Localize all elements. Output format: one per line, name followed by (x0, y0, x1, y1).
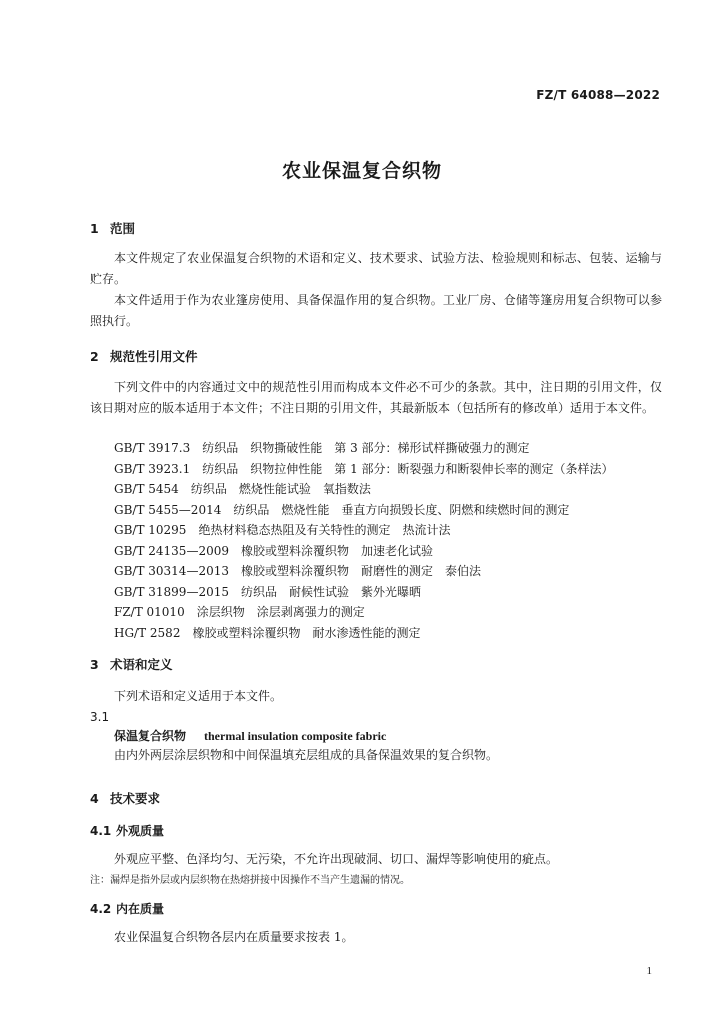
term-chinese: 保温复合织物 (114, 729, 187, 743)
reference-title: 纺织品 耐候性试验 紫外光曝晒 (241, 584, 422, 599)
internal-quality-requirement: 农业保温复合织物各层内在质量要求按表 1。 (114, 930, 354, 944)
section-title: 规范性引用文件 (110, 349, 198, 364)
reference-title: 橡胶或塑料涂覆织物 加速老化试验 (241, 543, 434, 558)
term-number: 3.1 (90, 710, 110, 724)
reference-item (114, 479, 614, 500)
reference-title: 纺织品 燃烧性能 垂直方向损毁长度、阴燃和续燃时间的测定 (233, 502, 570, 517)
reference-item (114, 623, 614, 644)
reference-item (114, 602, 614, 623)
reference-code: GB/T 30314—2013 (114, 564, 229, 578)
section-number: 2 (90, 349, 99, 364)
reference-item (114, 520, 614, 541)
page-number: 1 (646, 965, 652, 977)
reference-code: GB/T 3923.1 (114, 461, 191, 476)
reference-item (114, 582, 614, 603)
section-number: 1 (90, 221, 99, 236)
reference-title: 绝热材料稳态热阻及有关特性的测定 热流计法 (198, 523, 451, 537)
reference-title: 纺织品 织物撕破性能 第 3 部分：梯形试样撕破强力的测定 (202, 441, 530, 455)
subsection-number: 4.2 (90, 902, 112, 916)
reference-item (114, 500, 614, 521)
reference-code: FZ/T 01010 (114, 605, 185, 619)
reference-title: 纺织品 燃烧性能试验 氧指数法 (190, 482, 371, 496)
reference-title: 橡胶或塑料涂覆织物 耐磨性的测定 泰伯法 (241, 564, 482, 578)
reference-code: GB/T 5454 (114, 482, 179, 496)
reference-code: GB/T 3917.3 (114, 441, 191, 455)
reference-code: GB/T 5455—2014 (114, 502, 222, 517)
reference-list (114, 438, 614, 643)
subsection-heading-internal (90, 900, 164, 917)
scope-paragraph: 本文件规定了农业保温复合织物的术语和定义、技术要求、试验方法、检验规则和标志、包装、运输与贮存。 (90, 251, 662, 286)
reference-code: GB/T 10295 (114, 523, 187, 537)
subsection-heading-appearance (90, 822, 164, 839)
section-heading-normative-refs (90, 347, 198, 365)
appearance-note: 注：漏焊是指外层或内层织物在热熔拼接中因操作不当产生遗漏的情况。 (90, 875, 410, 886)
section-title: 技术要求 (110, 791, 161, 806)
subsection-title: 外观质量 (116, 824, 165, 838)
section-title: 术语和定义 (110, 657, 173, 672)
normative-refs-intro: 下列文件中的内容通过文中的规范性引用而构成本文件必不可少的条款。其中，注日期的引用文件，仅该日期对应的版本适用于本文件；不注日期的引用文件，其最新版本（包括所有的修改单）适用于本文件。 (90, 380, 662, 415)
section-number: 3 (90, 657, 99, 672)
section-heading-terms (90, 655, 173, 673)
document-title: 农业保温复合织物 (281, 160, 442, 182)
term-entry (114, 727, 386, 744)
term-definition: 由内外两层涂层织物和中间保温填充层组成的具备保温效果的复合织物。 (114, 748, 499, 762)
terms-intro: 下列术语和定义适用于本文件。 (114, 689, 283, 703)
section-title: 范围 (110, 221, 136, 236)
standard-code: FZ/T 64088—2022 (536, 88, 660, 102)
term-english: thermal insulation composite fabric (204, 729, 387, 743)
reference-item (114, 561, 614, 582)
reference-code: GB/T 31899—2015 (114, 584, 229, 599)
section-number: 4 (90, 791, 99, 806)
section-heading-tech-requirements (90, 789, 160, 807)
reference-item (114, 541, 614, 562)
reference-title: 涂层织物 涂层剥离强力的测定 (196, 605, 365, 619)
reference-item (114, 459, 614, 480)
reference-code: HG/T 2582 (114, 625, 181, 640)
reference-code: GB/T 24135—2009 (114, 543, 229, 558)
subsection-title: 内在质量 (116, 902, 165, 916)
reference-item (114, 438, 614, 459)
appearance-requirement: 外观应平整、色泽均匀、无污染，不允许出现破洞、切口、漏焊等影响使用的疵点。 (114, 852, 559, 866)
section-heading-scope (90, 219, 135, 237)
subsection-number: 4.1 (90, 824, 112, 838)
scope-paragraph: 本文件适用于作为农业篷房使用、具备保温作用的复合织物。工业厂房、仓储等篷房用复合织物可以参照执行。 (90, 293, 662, 328)
reference-title: 纺织品 织物拉伸性能 第 1 部分：断裂强力和断裂伸长率的测定（条样法） (202, 461, 614, 476)
reference-title: 橡胶或塑料涂覆织物 耐水渗透性能的测定 (192, 625, 421, 640)
